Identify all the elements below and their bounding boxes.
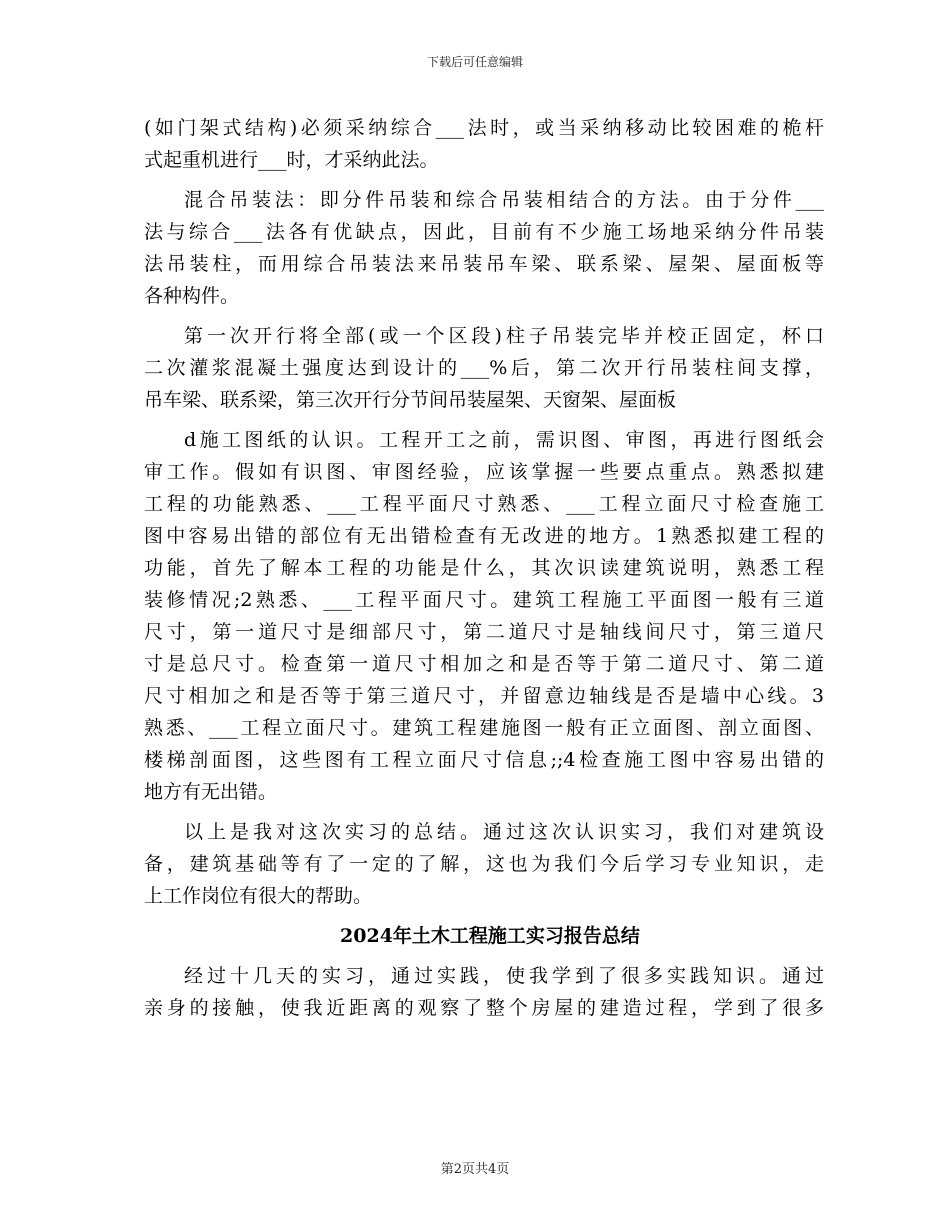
text-line: 二次灌浆混凝土强度达到设计的___%后，第二次开行吊装柱间支撑， (144, 357, 824, 379)
paragraph-5 (144, 816, 824, 912)
text-line: 吊车梁、联系梁，第三次开行分节间吊装屋架、天窗架、屋面板 (144, 389, 677, 411)
text-line: 法与综合___法各有优缺点，因此，目前有不少施工场地采纳分件吊装 (144, 221, 824, 243)
text-line: 工程的功能熟悉、___工程平面尺寸熟悉、___工程立面尺寸检查施工 (144, 493, 824, 515)
text-line: 尺寸，第一道尺寸是细部尺寸，第二道尺寸是轴线间尺寸，第三道尺 (144, 621, 824, 643)
page-footer: 第2页共4页 (440, 1162, 510, 1177)
section-heading: 2024年土木工程施工实习报告总结 (340, 925, 640, 947)
text-line: 图中容易出错的部位有无出错检查有无改进的地方。1熟悉拟建工程的 (144, 525, 824, 547)
text-line: 楼梯剖面图，这些图有工程立面尺寸信息;;4检查施工图中容易出错的 (144, 749, 824, 771)
paragraph-6 (144, 960, 824, 1024)
text-line: 以上是我对这次实习的总结。通过这次认识实习，我们对建筑设 (184, 821, 824, 843)
text-line: d施工图纸的认识。工程开工之前，需识图、审图，再进行图纸会 (184, 429, 824, 451)
text-line: 审工作。假如有识图、审图经验，应该掌握一些要点重点。熟悉拟建 (144, 461, 824, 483)
document-body (144, 112, 824, 1032)
paragraph-3 (144, 320, 824, 416)
paragraph-1 (144, 112, 824, 176)
text-line: 各种构件。 (144, 285, 240, 307)
text-line: 备，建筑基础等有了一定的了解，这也为我们今后学习专业知识，走 (144, 853, 824, 875)
text-line: 法吊装柱，而用综合吊装法来吊装吊车梁、联系梁、屋架、屋面板等 (144, 253, 824, 275)
paragraph-2 (144, 184, 824, 312)
text-line: 装修情况;2熟悉、___工程平面尺寸。建筑工程施工平面图一般有三道 (144, 589, 824, 611)
text-line: 经过十几天的实习，通过实践，使我学到了很多实践知识。通过 (184, 965, 824, 987)
text-line: 尺寸相加之和是否等于第三道尺寸，并留意边轴线是否是墙中心线。3 (144, 685, 824, 707)
text-line: 亲身的接触，使我近距离的观察了整个房屋的建造过程，学到了很多 (144, 997, 824, 1019)
text-line: (如门架式结构)必须采纳综合___法时，或当采纳移动比较困难的桅杆 (144, 117, 824, 139)
paragraph-4 (144, 424, 824, 808)
text-line: 功能，首先了解本工程的功能是什么，其次识读建筑说明，熟悉工程 (144, 557, 824, 579)
text-line: 混合吊装法：即分件吊装和综合吊装相结合的方法。由于分件___ (184, 189, 824, 211)
page-header: 下载后可任意编辑 (426, 55, 523, 69)
text-line: 寸是总尺寸。检查第一道尺寸相加之和是否等于第二道尺寸、第二道 (144, 653, 824, 675)
text-line: 第一次开行将全部(或一个区段)柱子吊装完毕并校正固定，杯口 (184, 325, 824, 347)
text-line: 熟悉、___工程立面尺寸。建筑工程建施图一般有正立面图、剖立面图、 (144, 717, 824, 739)
text-line: 地方有无出错。 (144, 781, 278, 803)
text-line: 式起重机进行___时，才采纳此法。 (144, 149, 439, 171)
text-line: 上工作岗位有很大的帮助。 (144, 885, 373, 907)
